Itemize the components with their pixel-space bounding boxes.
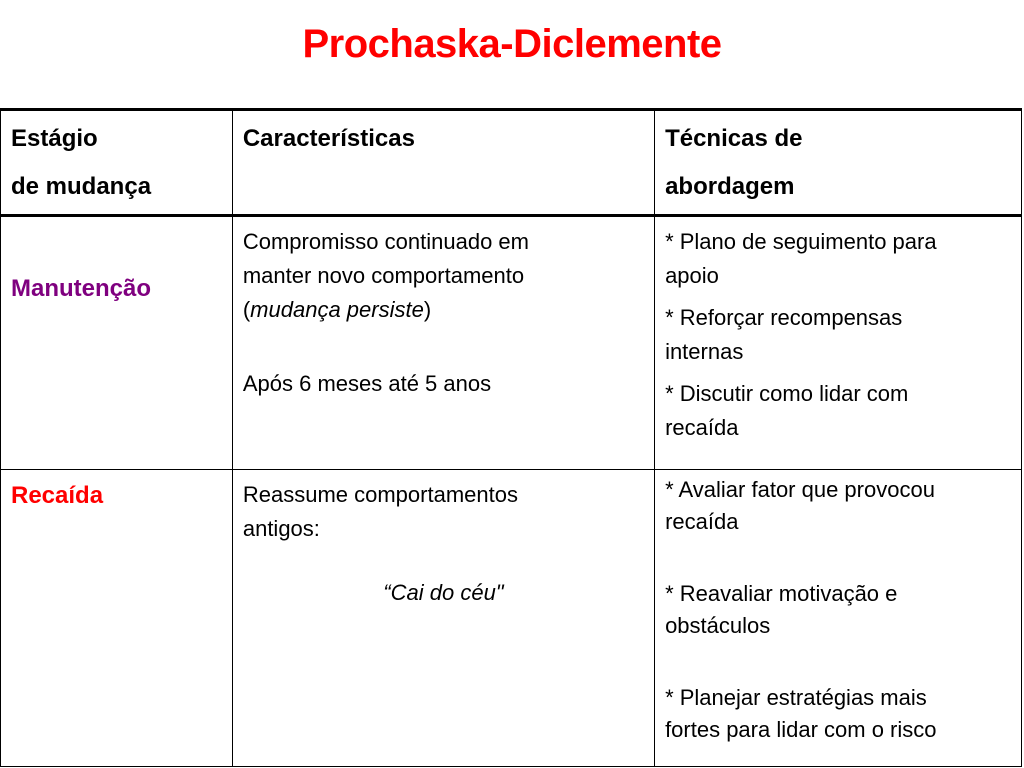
technique-line: * Planejar estratégias mais <box>665 685 927 710</box>
header-characteristics-label: Características <box>242 125 415 152</box>
technique-item <box>665 474 1011 538</box>
characteristics-line3 <box>243 293 644 327</box>
spacer <box>243 546 644 576</box>
spacer <box>665 538 1011 578</box>
header-stage <box>1 110 233 216</box>
characteristics-text-manutencao <box>243 217 644 401</box>
technique-line: * Reavaliar motivação e <box>665 581 898 606</box>
techniques-cell-recaida <box>655 470 1022 767</box>
table-header-row <box>1 110 1022 216</box>
techniques-list-manutencao <box>665 217 1011 445</box>
technique-line: * Discutir como lidar com <box>665 381 909 406</box>
technique-line: obstáculos <box>665 613 771 638</box>
header-techniques <box>655 110 1022 216</box>
stages-table <box>0 108 1022 767</box>
technique-line: * Reforçar recompensas <box>665 305 903 330</box>
technique-line: internas <box>665 339 744 364</box>
technique-line: recaída <box>665 509 739 534</box>
characteristics-line2: manter novo comportamento <box>242 263 525 288</box>
techniques-cell-manutencao <box>655 216 1022 470</box>
slide-title: Prochaska-Diclemente <box>302 22 722 66</box>
stage-cell-recaida <box>1 470 233 767</box>
technique-item <box>665 377 1011 445</box>
characteristics-italic: mudança persiste <box>250 297 424 322</box>
characteristics-line1: Compromisso continuado em <box>242 229 529 254</box>
characteristics-cell-recaida <box>232 470 654 767</box>
technique-line: apoio <box>665 263 719 288</box>
spacer <box>665 369 1011 377</box>
technique-line: * Avaliar fator que provocou <box>665 477 935 502</box>
characteristics-text-recaida <box>243 470 644 610</box>
paren-close: ) <box>423 297 432 322</box>
characteristics-line1: Reassume comportamentos <box>242 482 518 507</box>
paren-open: ( <box>242 297 251 322</box>
technique-line: fortes para lidar com o risco <box>665 717 937 742</box>
technique-line: recaída <box>665 415 739 440</box>
table-row-recaida <box>1 470 1022 767</box>
technique-item <box>665 682 1011 746</box>
stage-label-recaida: Recaída <box>11 482 104 509</box>
characteristics-quote: “Cai do céu" <box>383 580 504 605</box>
techniques-list-recaida <box>665 470 1011 746</box>
technique-item <box>665 225 1011 293</box>
header-techniques-line1: Técnicas de <box>665 125 803 152</box>
stage-label-manutencao: Manutenção <box>11 275 152 302</box>
characteristics-duration: Após 6 meses até 5 anos <box>242 371 492 396</box>
technique-item <box>665 301 1011 369</box>
spacer <box>665 642 1011 682</box>
header-stage-line1: Estágio <box>11 125 98 152</box>
header-characteristics <box>232 110 654 216</box>
spacer <box>243 327 644 367</box>
characteristics-line2: antigos: <box>242 516 320 541</box>
header-techniques-line2: abordagem <box>665 173 795 200</box>
characteristics-cell-manutencao <box>232 216 654 470</box>
stages-table-wrapper <box>0 108 1022 766</box>
technique-item <box>665 578 1011 642</box>
table-row-manutencao <box>1 216 1022 470</box>
technique-line: * Plano de seguimento para <box>665 229 937 254</box>
header-stage-line2: de mudança <box>11 173 152 200</box>
stage-cell-manutencao <box>1 216 233 470</box>
spacer <box>665 293 1011 301</box>
